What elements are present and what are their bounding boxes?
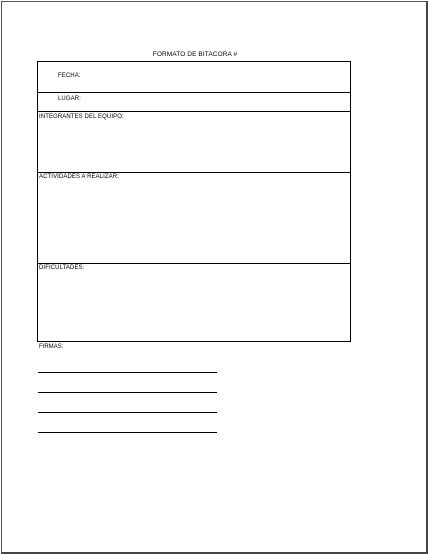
signature-line-1 — [38, 372, 217, 373]
signature-line-4 — [38, 432, 217, 433]
document-page — [1, 1, 428, 554]
log-form-table — [37, 61, 351, 342]
lugar-row — [38, 93, 350, 112]
actividades-label: ACTIVIDADES A REALIZAR: — [39, 174, 119, 180]
fecha-row — [38, 62, 350, 93]
actividades-row — [38, 173, 350, 264]
signature-line-3 — [38, 412, 217, 413]
fecha-label: FECHA: — [58, 73, 81, 79]
dificultades-row — [38, 264, 350, 341]
firmas-label: FIRMAS: — [39, 344, 64, 350]
dificultades-label: DIFICULTADES: — [39, 265, 85, 271]
integrantes-label: INTEGRANTES DEL EQUIPO: — [39, 114, 124, 120]
page-title: FORMATO DE BITACORA # — [152, 51, 238, 58]
signature-line-2 — [38, 392, 217, 393]
integrantes-row — [38, 112, 350, 173]
lugar-label: LUGAR: — [58, 96, 81, 102]
